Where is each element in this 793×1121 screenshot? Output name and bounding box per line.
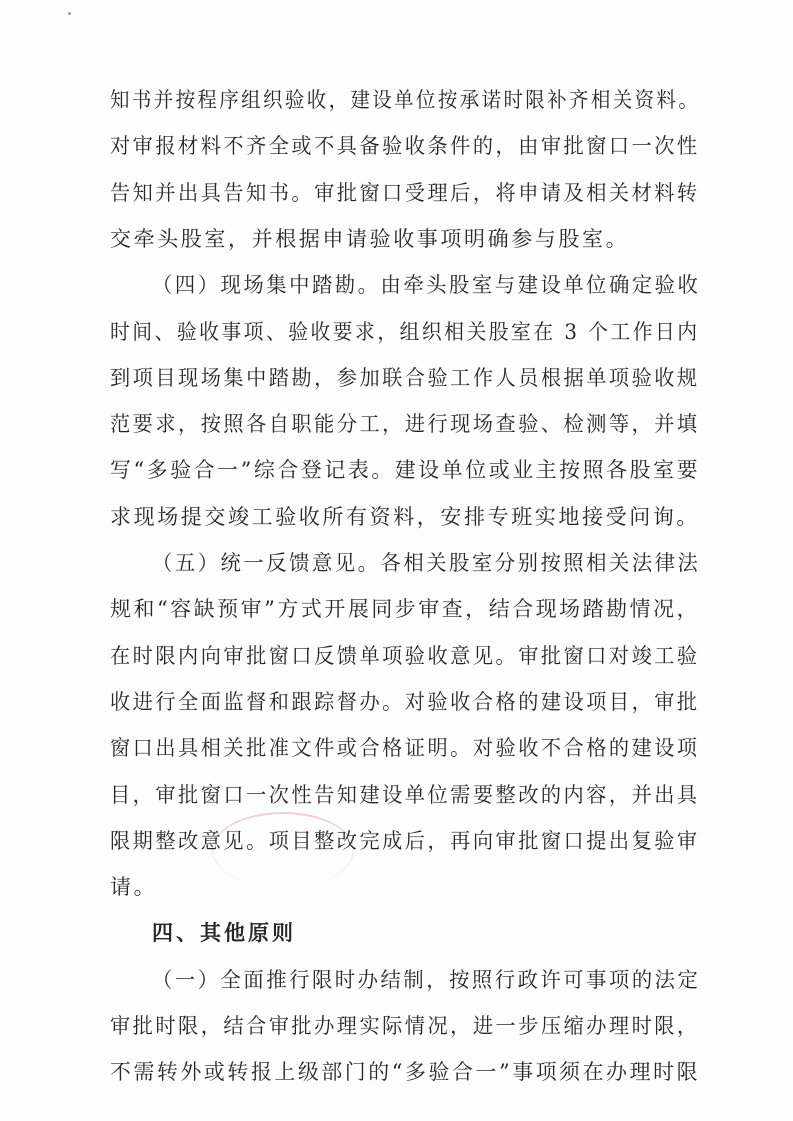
- text-line-3: 告知并出具告知书。审批窗口受理后，将申请及相关材料转: [110, 181, 700, 205]
- text-line-9: 写“多验合一”综合登记表。建设单位或业主按照各股室要: [110, 458, 701, 482]
- text-line-4: 交牵头股室，并根据申请验收事项明确参与股室。: [110, 227, 630, 251]
- scan-speck: [68, 12, 71, 15]
- text-line-16: 目，审批窗口一次性告知建设单位需要整改的内容，并出具: [110, 783, 700, 807]
- text-line-17: 限期整改意见。项目整改完成后，再向审批窗口提出复验审: [110, 829, 700, 853]
- text-line-6: 时间、验收事项、验收要求，组织相关股室在 3 个工作日内: [110, 320, 700, 344]
- text-line-22: 不需转外或转报上级部门的“多验合一”事项须在办理时限: [110, 1060, 701, 1084]
- text-line-12: 规和“容缺预审”方式开展同步审查，结合现场踏勘情况，: [110, 597, 701, 621]
- text-line-2: 对审报材料不齐全或不具备验收条件的，由审批窗口一次性: [110, 134, 700, 158]
- text-line-1: 知书并按程序组织验收，建设单位按承诺时限补齐相关资料。: [110, 88, 701, 112]
- text-line-11: （五）统一反馈意见。各相关股室分别按照相关法律法: [152, 551, 701, 575]
- section-heading-four: 四、其他原则: [152, 921, 296, 945]
- text-line-20: （一）全面推行限时办结制，按照行政许可事项的法定: [152, 968, 701, 992]
- text-line-21: 审批时限，结合审批办理实际情况，进一步压缩办理时限，: [110, 1014, 700, 1038]
- text-line-18: 请。: [110, 875, 158, 899]
- text-line-7: 到项目现场集中踏勘，参加联合验工作人员根据单项验收规: [110, 366, 700, 390]
- text-line-8: 范要求，按照各自职能分工，进行现场查验、检测等，并填: [110, 412, 700, 436]
- text-line-15: 窗口出具相关批准文件或合格证明。对验收不合格的建设项: [110, 736, 700, 760]
- text-line-13: 在时限内向审批窗口反馈单项验收意见。审批窗口对竣工验: [110, 644, 700, 668]
- text-line-10: 求现场提交竣工验收所有资料，安排专班实地接受问询。: [110, 505, 700, 529]
- text-line-14: 收进行全面监督和跟踪督办。对验收合格的建设项目，审批: [110, 690, 700, 714]
- text-line-5: （四）现场集中踏勘。由牵头股室与建设单位确定验收: [152, 273, 701, 297]
